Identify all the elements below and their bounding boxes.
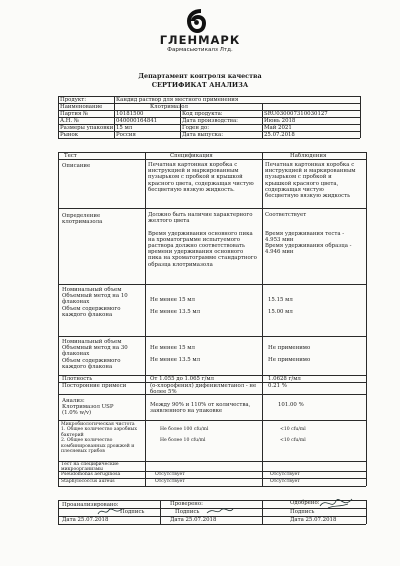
table-row-staph-obs: Отсутствует [270, 479, 300, 484]
batch-value: 10181500 [116, 111, 144, 117]
table-row-description-obs: Печатная картонная коробка с инструкцией и маркированным пузырьком с пробкой и крышкой красного цвета, содержащая чистую бесцветную вязкую жидкость [265, 162, 356, 200]
checked-label: Проверено: [170, 501, 203, 507]
table-row-assay-spec: Между 90% и 110% от количества, заявленного на упаковке [150, 402, 251, 415]
market-label: Рынок [60, 132, 79, 138]
table-row-assay-test: Анализ: Клотримазол USP (1.0% w/v) [62, 398, 114, 417]
mfg-label: Дата производства: [182, 118, 238, 124]
table-row-assay-obs: 101.00 % [278, 402, 304, 408]
table-row-volume10-spec: Не менее 15 мл Не менее 13.5 мл [150, 297, 201, 316]
column-header-obs: Наблюдения [290, 153, 327, 159]
table-row-microbiology-spec: Не более 100 cfu/ml Не более 10 cfu/ml [160, 427, 209, 443]
an-value: 040000164841 [116, 118, 158, 124]
table-row-volume10-obs: 15.15 мл 15.00 мл [268, 297, 293, 316]
table-row-density-obs: 1.0628 г/мл [268, 376, 301, 382]
glenmark-logo-icon [183, 7, 209, 33]
table-row-staph-test: Staphylococcus aureus [61, 479, 115, 484]
date-analyzed: Дата 25.07.2018 [62, 517, 109, 523]
name-value: Клотримазол [150, 104, 188, 110]
table-row-impurities-obs: 0.21 % [268, 383, 287, 389]
date-checked: Дата 25.07.2018 [170, 517, 217, 523]
issue-label: Дата выпуска: [182, 132, 224, 138]
table-row-identification-obs: Соответствует Время удерживания тестa - 4.953 мин Время удерживания образца - 4.946 мин [265, 212, 352, 256]
table-row-staph-spec: Отсутствует [155, 479, 185, 484]
product-label: Продукт: [60, 97, 87, 103]
analyzed-label: Проанализировано: [62, 502, 119, 508]
product-value: Кандид раствор для местного применения [116, 97, 239, 103]
table-row-volume10-test: Номинальный объем Объемный метод на 10 флаконах Объем содержимого каждого флакона [62, 287, 128, 318]
exp-label: Годен до: [182, 125, 210, 131]
table-row-impurities-test: Посторонние примеси [62, 383, 127, 389]
table-row-pseudomonas-test: Pseudomonas aeruginosa [61, 472, 121, 477]
date-approved: Дата 25.07.2018 [290, 517, 337, 523]
signature-approver [318, 494, 354, 512]
signature-checker [205, 506, 235, 516]
market-value: Россия [116, 132, 136, 138]
table-row-description-test: Описание [62, 163, 91, 169]
column-header-spec: Спецификация [170, 153, 213, 159]
table-row-description-spec: Печатная картонная коробка с инструкцией и маркированным пузырьком с пробкой и крышкой красного цвета, содержащая чистую бесцветную вязкую жидкость. [148, 162, 254, 193]
table-row-impurities-spec: (о-хлорофенил) дифенилметанол - не более 5% [150, 383, 257, 396]
table-row-microbiology-test: Микробиологическая чистота 1. Общее количество аэробных бактерий 2. Общее количество комбинированных дрожжей и плесневых грибов [61, 422, 137, 455]
code-label: Код продукта: [182, 111, 223, 117]
signature-analyst [96, 505, 124, 517]
issue-value: 25.07.2018 [264, 132, 295, 138]
mfg-value: Июнь 2018 [264, 118, 296, 124]
signature-label-3: Подпись [290, 509, 315, 515]
department-title: Департамент контроля качества [138, 72, 262, 80]
table-row-volume30-obs: Не применимо Не применимо [268, 345, 311, 364]
table-row-identification-spec: Должно быть наличие характерного желтого цвета Время удерживания основного пика на хроматограмме испытуемого раствора должно соответствовать времени удерживания основного пика на хроматограмме стандартного образца клотримазола [148, 212, 257, 268]
signature-label-2: Подпись [175, 509, 200, 515]
table-row-density-test: Плотность [62, 376, 93, 382]
table-row-microbiology-obs: <10 cfu/ml <10 cfu/ml [280, 427, 306, 443]
table-row-specific-test: Тест на специфические микроорганизмы [61, 462, 119, 473]
certificate-title: СЕРТИФИКАТ АНАЛИЗА [151, 81, 249, 89]
name-label: Наименование [60, 104, 103, 110]
size-label: Размеры упаковки [60, 125, 114, 131]
an-label: А.Н. № [60, 118, 80, 124]
table-row-pseudomonas-obs: Отсутствует [270, 472, 300, 477]
table-row-volume30-test: Номинальный объем Объемный метод на 30 флаконах Объем содержимого каждого флакона [62, 339, 128, 370]
brand-subtitle: Фармасьютикалз Лтд. [167, 47, 233, 53]
exp-value: Май 2021 [264, 125, 292, 131]
code-value: SRU030007310030127 [264, 111, 328, 117]
brand-name: ГЛЕНМАРК [159, 33, 241, 47]
approved-label: Одобрено: [290, 500, 320, 506]
batch-label: Партия № [60, 111, 89, 117]
table-row-density-spec: От 1.055 до 1.065 г/мл [150, 376, 214, 382]
table-row-pseudomonas-spec: Отсутствует [155, 472, 185, 477]
column-header-test: Тест [64, 153, 77, 159]
signature-label-1: Подпись [120, 509, 145, 515]
table-row-identification-test: Определение клотримазола [62, 213, 103, 226]
size-value: 15 мл [116, 125, 133, 131]
table-row-volume30-spec: Не менее 15 мл Не менее 13.5 мл [150, 345, 201, 364]
